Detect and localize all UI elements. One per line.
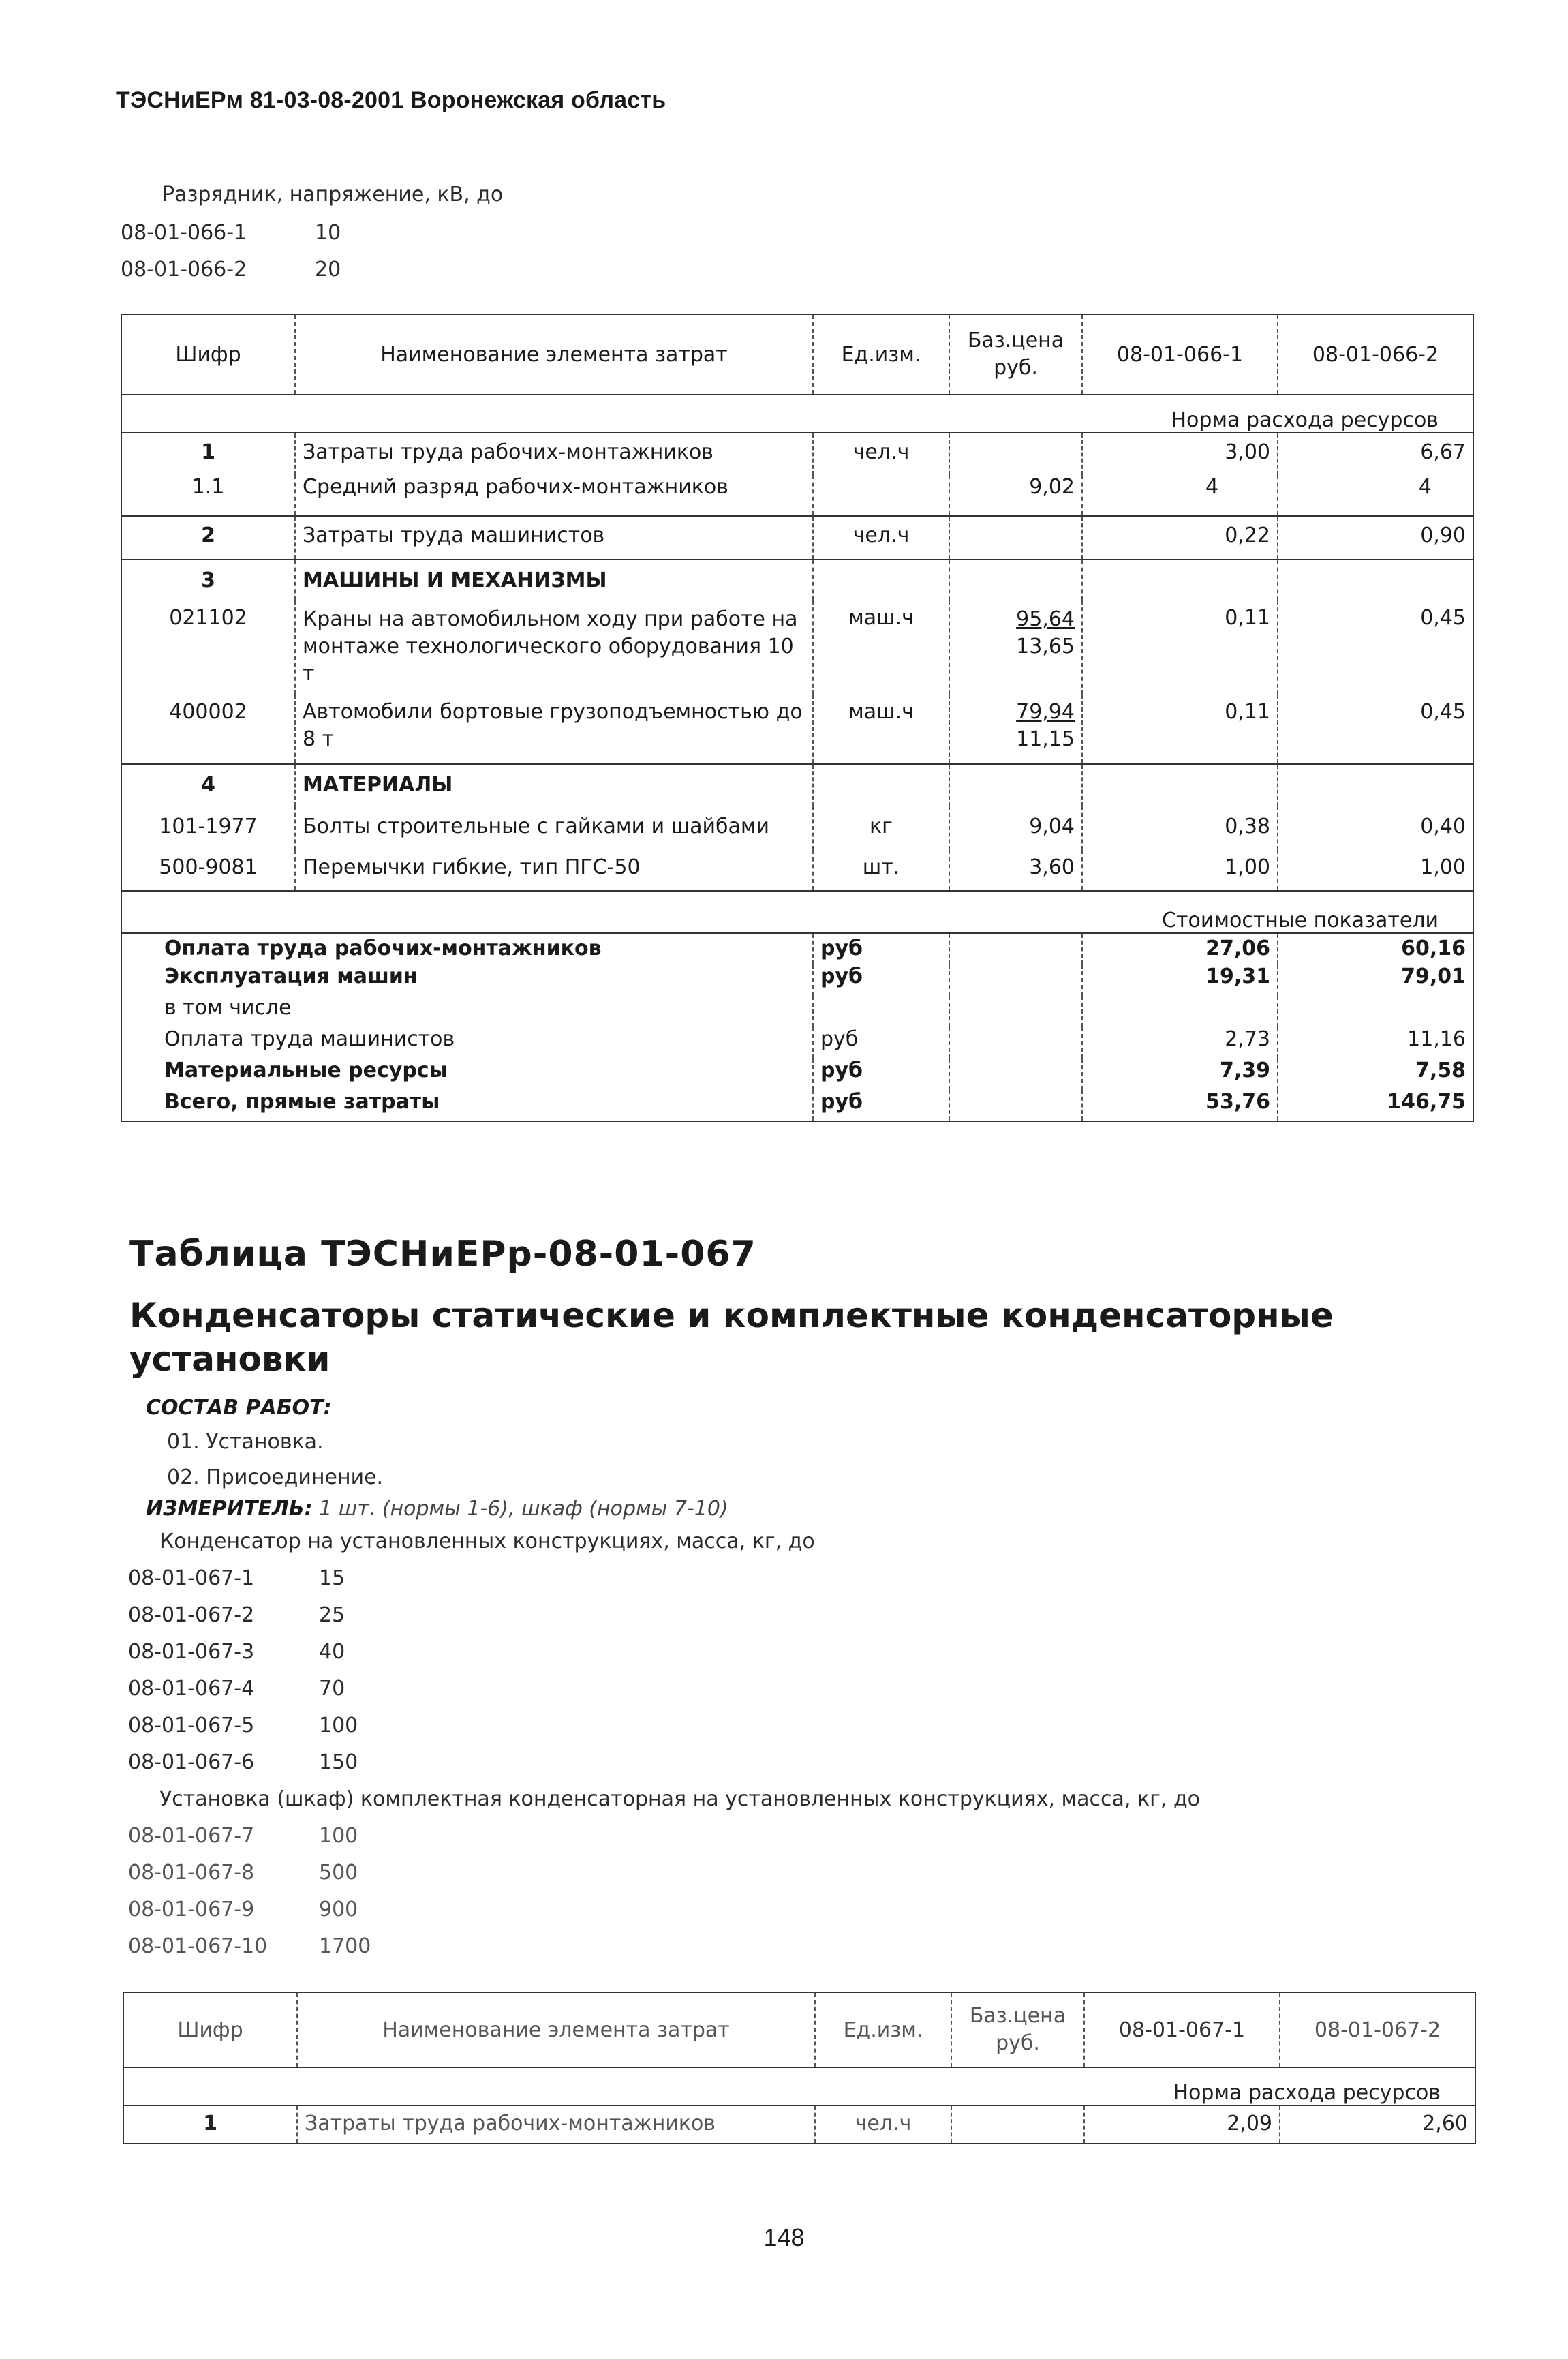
code-value: 25	[319, 1603, 345, 1627]
table-row: 4 МАТЕРИАЛЫ	[121, 764, 1473, 806]
code-value: 100	[319, 1824, 358, 1848]
works-item: 02. Присоединение.	[167, 1465, 384, 1489]
table-row: 1 Затраты труда рабочих-монтажников чел.ч 3,00 6,67	[121, 433, 1473, 475]
header-name: Наименование элемента затрат	[295, 314, 813, 395]
code-value: 40	[319, 1640, 345, 1664]
page-number: 148	[763, 2223, 805, 2251]
meter-label: ИЗМЕРИТЕЛЬ:	[146, 1497, 313, 1521]
header-price: Баз.цена руб.	[949, 314, 1082, 395]
code-item: 08-01-067-8	[128, 1861, 255, 1885]
table-row: 1 Затраты труда рабочих-монтажников чел.ч 2,09 2,60	[123, 2105, 1475, 2144]
codes-caption: Разрядник, напряжение, кВ, до	[162, 183, 504, 207]
table-row: 400002 Автомобили бортовые грузоподъемностью до 8 т маш.ч 79,94 11,15 0,11 0,45	[121, 695, 1473, 764]
header-col2: 08-01-067-2	[1280, 1992, 1475, 2067]
table-row: 1.1 Средний разряд рабочих-монтажников 9,02 4 4	[121, 475, 1473, 516]
code-value: 900	[319, 1898, 358, 1921]
cost-row: Эксплуатация машин руб 19,31 79,01	[121, 964, 1473, 996]
header-col2: 08-01-066-2	[1278, 314, 1473, 395]
cost-row: в том числе	[121, 996, 1473, 1027]
code-item: 08-01-067-1	[128, 1566, 255, 1590]
table-header-row	[121, 314, 1473, 395]
header-unit: Ед.изм.	[813, 314, 949, 395]
code-value: 1700	[319, 1934, 371, 1958]
code-item: 08-01-066-1	[121, 221, 247, 245]
code-value: 70	[319, 1677, 345, 1701]
code-item: 08-01-067-4	[128, 1677, 255, 1701]
code-value: 20	[315, 258, 341, 281]
group1-caption: Конденсатор на установленных конструкциях, масса, кг, до	[159, 1529, 815, 1553]
table-row: 2 Затраты труда машинистов чел.ч 0,22 0,90	[121, 516, 1473, 560]
code-value: 150	[319, 1750, 358, 1774]
header-col1: 08-01-066-1	[1082, 314, 1278, 395]
table-row: 021102 Краны на автомобильном ходу при работе на монтаже технологического оборудования 10 т маш.ч 95,64 13,65 0,11 0,45	[121, 600, 1473, 695]
cost-row: Оплата труда рабочих-монтажников руб 27,06 60,16	[121, 933, 1473, 964]
table-row: 3 МАШИНЫ И МЕХАНИЗМЫ	[121, 560, 1473, 600]
meter	[146, 1497, 728, 1521]
code-value: 500	[319, 1861, 358, 1885]
cost-row: Материальные ресурсы руб 7,39 7,58	[121, 1059, 1473, 1090]
code-item: 08-01-067-5	[128, 1714, 255, 1737]
page-header: ТЭСНиЕРм 81-03-08-2001 Воронежская область	[116, 87, 666, 113]
section-title: Таблица ТЭСНиЕРр-08-01-067	[129, 1234, 756, 1275]
cost-row: Оплата труда машинистов руб 2,73 11,16	[121, 1027, 1473, 1059]
resource-table-1	[121, 314, 1474, 1122]
header-code: Шифр	[123, 1992, 297, 2067]
header-unit: Ед.изм.	[815, 1992, 951, 2067]
code-item: 08-01-067-3	[128, 1640, 255, 1664]
code-value: 15	[319, 1566, 345, 1590]
code-value: 10	[315, 221, 341, 245]
header-col1: 08-01-067-1	[1084, 1992, 1280, 2067]
code-value: 100	[319, 1714, 358, 1737]
header-price: Баз.цена руб.	[951, 1992, 1084, 2067]
works-label: СОСТАВ РАБОТ:	[146, 1396, 332, 1420]
group2-caption: Установка (шкаф) комплектная конденсаторная на установленных конструкциях, масса, кг, до	[159, 1787, 1201, 1811]
resource-table-2	[123, 1992, 1476, 2144]
code-item: 08-01-066-2	[121, 258, 247, 281]
code-item: 08-01-067-10	[128, 1934, 268, 1958]
header-name: Наименование элемента затрат	[297, 1992, 815, 2067]
meter-value: 1 шт. (нормы 1-6), шкаф (нормы 7-10)	[319, 1497, 728, 1521]
code-item: 08-01-067-9	[128, 1898, 255, 1921]
table-header-row	[123, 1992, 1475, 2067]
works-item: 01. Установка.	[167, 1430, 324, 1454]
table-row: 500-9081 Перемычки гибкие, тип ПГС-50 шт. 3,60 1,00 1,00	[121, 850, 1473, 891]
table-row: 101-1977 Болты строительные с гайками и шайбами кг 9,04 0,38 0,40	[121, 806, 1473, 850]
cost-row: Всего, прямые затраты руб 53,76 146,75	[121, 1090, 1473, 1121]
code-item: 08-01-067-6	[128, 1750, 255, 1774]
norm-label: Норма расхода ресурсов	[121, 395, 1473, 433]
code-item: 08-01-067-7	[128, 1824, 255, 1848]
norm-label: Норма расхода ресурсов	[123, 2067, 1475, 2105]
header-code: Шифр	[121, 314, 295, 395]
cost-label: Стоимостные показатели	[121, 891, 1473, 933]
code-item: 08-01-067-2	[128, 1603, 255, 1627]
section-subtitle: Конденсаторы статические и комплектные конденсаторные установки	[129, 1296, 1334, 1379]
